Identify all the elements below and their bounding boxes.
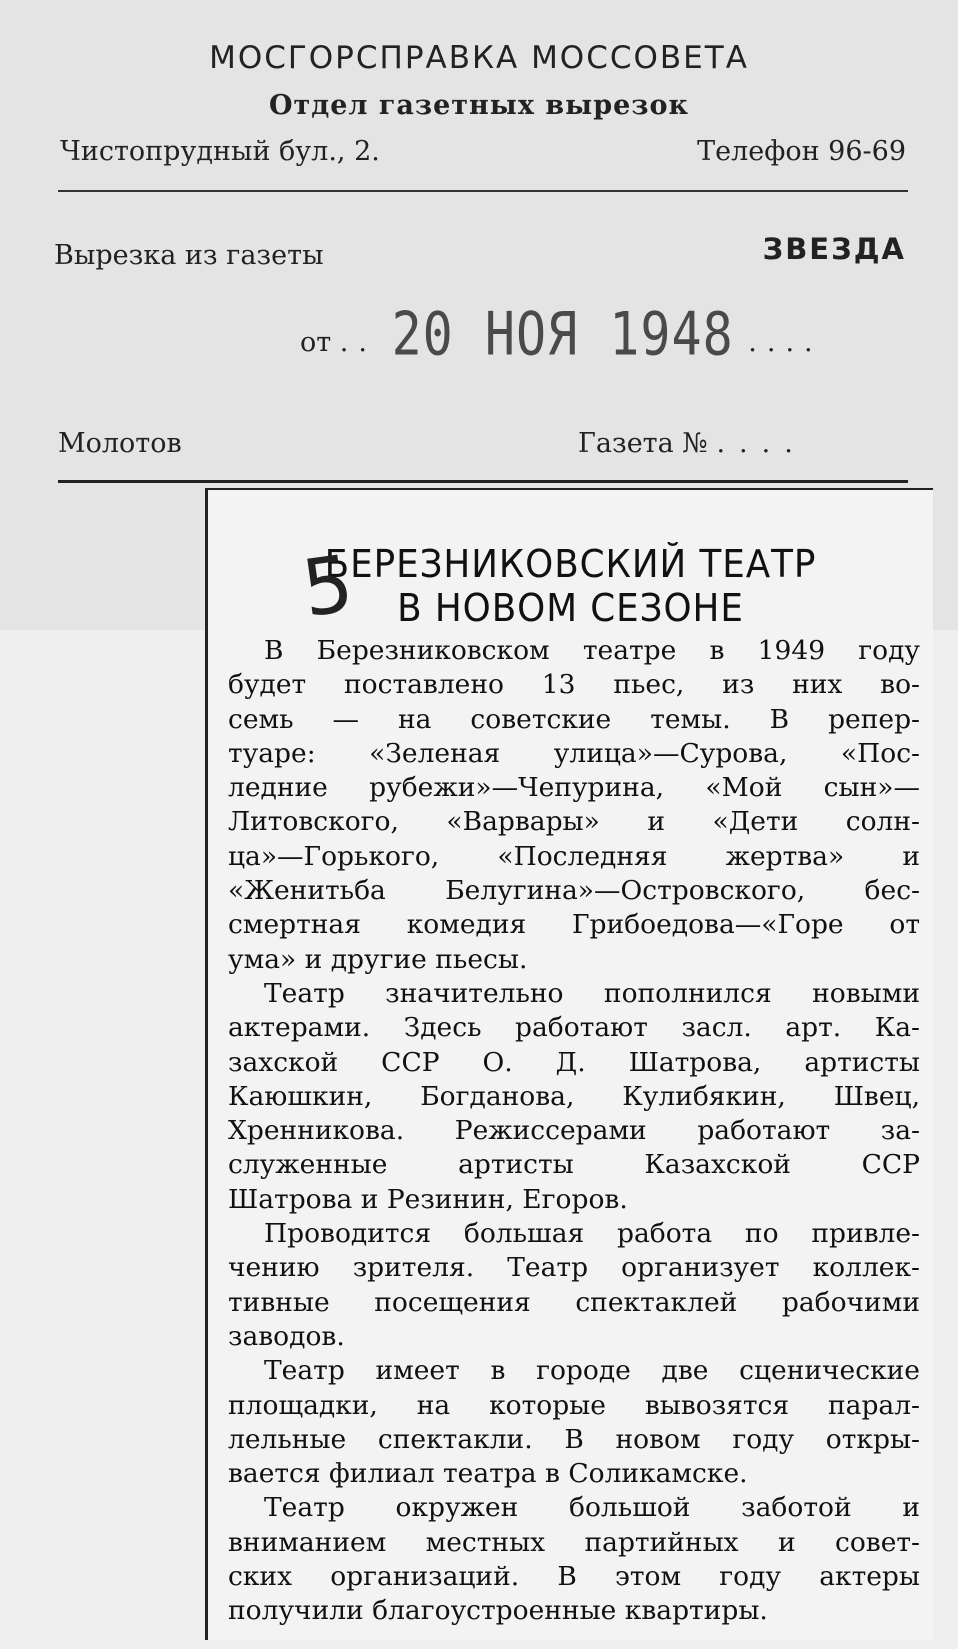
article-line: площадки, на которые вывозятся парал- <box>228 1389 920 1421</box>
article-line: смертная комедия Грибоедова—«Горе от <box>228 909 920 941</box>
article-line: ских организаций. В этом году актеры <box>228 1561 920 1593</box>
newspaper-name: ЗВЕЗДА <box>762 232 906 266</box>
phone-number: Телефон 96-69 <box>697 136 906 167</box>
article-line: «Женитьба Белугина»—Островского, бес- <box>228 875 920 907</box>
issue-label: Газета № <box>578 428 708 459</box>
cutting-label: Вырезка из газеты <box>54 240 324 271</box>
article-line: получили благоустроенные квартиры. <box>228 1595 768 1627</box>
date-leader-dots: .. <box>339 327 377 358</box>
date-line <box>300 299 823 369</box>
issue-number-field <box>578 428 807 459</box>
article-line: Театр значительно пополнился новыми <box>264 977 920 1009</box>
article-line: будет поставлено 13 пьес, из них во- <box>228 669 920 701</box>
header-divider <box>58 190 908 192</box>
headline-line-2: В НОВОМ СЕЗОНЕ <box>397 586 744 630</box>
article-line: Хренникова. Режиссерами работают за- <box>228 1115 920 1147</box>
date-stamp: 20 НОЯ 1948 <box>391 299 734 369</box>
issue-leader-dots: .... <box>716 428 807 459</box>
city: Молотов <box>58 428 182 459</box>
newspaper-clipping <box>205 488 933 1640</box>
article-line: служенные артисты Казахской ССР <box>228 1149 920 1181</box>
organization-title: МОСГОРСПРАВКА МОССОВЕТА <box>209 40 749 76</box>
article-line: семь — на советские темы. В репер- <box>228 703 920 735</box>
article-body <box>228 634 920 1629</box>
article-line: ледние рубежи»—Чепурина, «Мой сын»— <box>228 772 920 804</box>
article-line: актерами. Здесь работают засл. арт. Ка- <box>228 1012 920 1044</box>
department-name: Отдел газетных вырезок <box>269 90 689 121</box>
article-line: Театр имеет в городе две сценические <box>264 1355 920 1387</box>
address: Чистопрудный бул., 2. <box>60 136 380 167</box>
handwritten-number-mark: 5 <box>296 538 359 636</box>
article-line: Шатрова и Резинин, Егоров. <box>228 1183 628 1215</box>
article-line: Литовского, «Варвары» и «Дети солн- <box>228 806 920 838</box>
article-line: Проводится большая работа по привле- <box>264 1218 920 1250</box>
article-line: вается филиал театра в Соликамске. <box>228 1458 748 1490</box>
article-line: захской ССР О. Д. Шатрова, артисты <box>228 1046 920 1078</box>
article-line: Театр окружен большой заботой и <box>264 1492 920 1524</box>
article-line: тивные посещения спектаклей рабочими <box>228 1286 920 1318</box>
date-trailing-dots: .... <box>748 327 823 358</box>
article-line: лельные спектакли. В новом году откры- <box>228 1423 920 1455</box>
article-line: вниманием местных партийных и совет- <box>228 1526 920 1558</box>
article-line: чению зрителя. Театр организует коллек- <box>228 1252 920 1284</box>
article-line: Каюшкин, Богданова, Кулибякин, Швец, <box>228 1080 920 1112</box>
article-line: заводов. <box>228 1320 345 1352</box>
article-line: ума» и другие пьесы. <box>228 943 528 975</box>
article-line: В Березниковском театре в 1949 году <box>264 635 920 666</box>
form-bottom-divider <box>58 480 908 483</box>
date-prefix: от <box>300 327 332 358</box>
article-line: ца»—Горького, «Последняя жертва» и <box>228 840 920 872</box>
headline-line-1: БЕРЕЗНИКОВСКИЙ ТЕАТР <box>324 542 817 586</box>
article-line: туаре: «Зеленая улица»—Сурова, «Пос- <box>228 737 920 769</box>
